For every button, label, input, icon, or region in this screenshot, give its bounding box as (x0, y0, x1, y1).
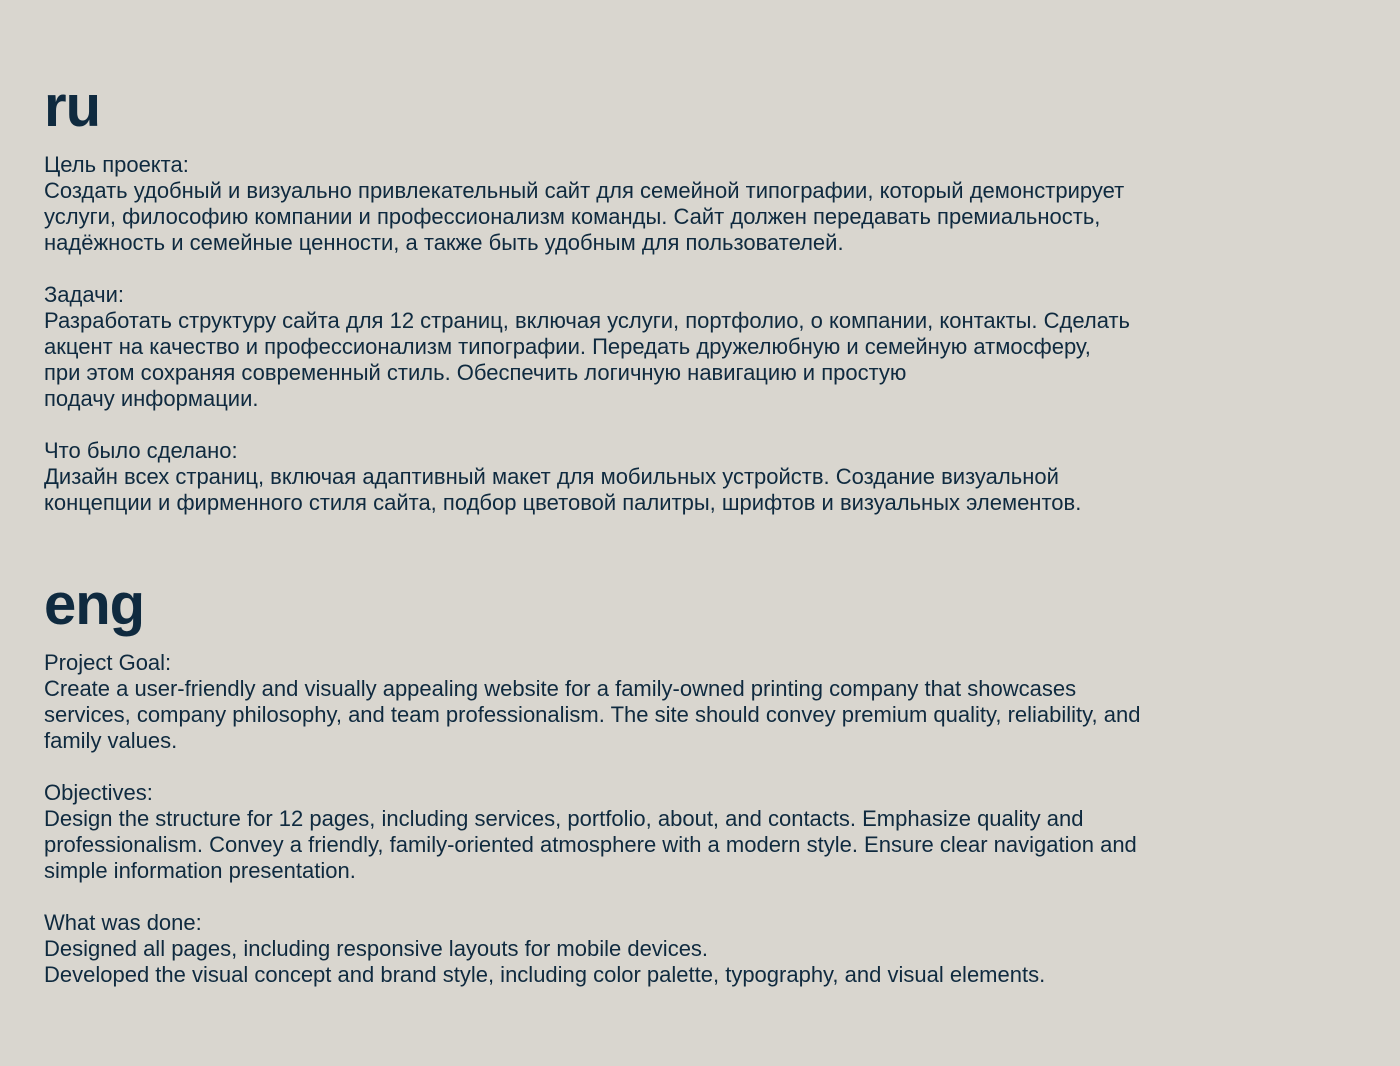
ru-done-text-line: концепции и фирменного стиля сайта, подбор цветовой палитры, шрифтов и визуальных элементов. (44, 490, 1082, 515)
eng-objectives-text-line: Design the structure for 12 pages, including services, portfolio, about, and contacts. Emphasize quality and (44, 806, 1084, 831)
english-section-title: eng (44, 572, 145, 637)
eng-done-text-line: Developed the visual concept and brand style, including color palette, typography, and visual elements. (44, 962, 1046, 987)
eng-project-goal-text-line: services, company philosophy, and team professionalism. The site should convey premium quality, reliability, and (44, 702, 1141, 727)
ru-tasks-text-line: Разработать структуру сайта для 12 страниц, включая услуги, портфолио, о компании, контакты. Сделать (44, 308, 1131, 333)
english-section (44, 574, 1356, 988)
ru-done-text-line: Дизайн всех страниц, включая адаптивный макет для мобильных устройств. Создание визуальной (44, 464, 1059, 489)
eng-project-goal-text-line: family values. (44, 728, 178, 753)
ru-project-goal-block (44, 152, 1356, 256)
ru-tasks-text-line: подачу информации. (44, 386, 259, 411)
ru-tasks-text-line: акцент на качество и профессионализм типографии. Передать дружелюбную и семейную атмосферу, (44, 334, 1091, 359)
ru-project-goal-heading: Цель проекта: (44, 152, 189, 177)
eng-done-block (44, 910, 1356, 988)
ru-done-heading: Что было сделано: (44, 438, 238, 463)
eng-project-goal-heading: Project Goal: (44, 650, 172, 675)
eng-project-goal-text-line: Create a user-friendly and visually appealing website for a family-owned printing company that showcases (44, 676, 1077, 701)
eng-objectives-text-line: simple information presentation. (44, 858, 356, 883)
ru-tasks-block (44, 282, 1356, 412)
eng-done-text-line: Designed all pages, including responsive layouts for mobile devices. (44, 936, 709, 961)
ru-done-block (44, 438, 1356, 516)
russian-section (44, 76, 1356, 516)
eng-objectives-text-line: professionalism. Convey a friendly, family-oriented atmosphere with a modern style. Ensure clear navigation and (44, 832, 1137, 857)
eng-objectives-heading: Objectives: (44, 780, 153, 805)
eng-project-goal-block (44, 650, 1356, 754)
eng-objectives-block (44, 780, 1356, 884)
ru-project-goal-text-line: услуги, философию компании и профессионализм команды. Сайт должен передавать премиальность, (44, 204, 1101, 229)
ru-project-goal-text-line: надёжность и семейные ценности, а также быть удобным для пользователей. (44, 230, 844, 255)
ru-tasks-heading: Задачи: (44, 282, 124, 307)
ru-tasks-text-line: при этом сохраняя современный стиль. Обеспечить логичную навигацию и простую (44, 360, 907, 385)
russian-section-title: ru (44, 74, 100, 139)
eng-done-heading: What was done: (44, 910, 202, 935)
ru-project-goal-text-line: Создать удобный и визуально привлекательный сайт для семейной типографии, который демонстрирует (44, 178, 1125, 203)
